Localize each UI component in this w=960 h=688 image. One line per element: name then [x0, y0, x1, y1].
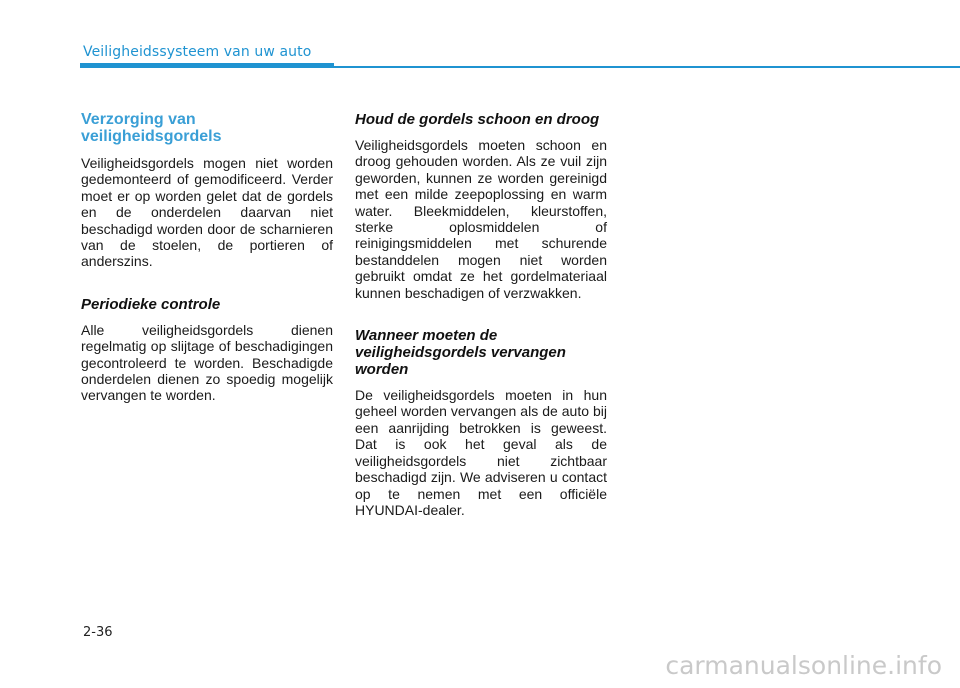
clean-dry-paragraph: Veiligheidsgordels moeten schoon en droog gehouden worden. Als ze vuil zijn geworden, kunnen ze worden gereinigd met een milde zeepoplossing en warm water. Bleekmiddelen, kleurstoffen, sterke oplosmiddelen of reinigingsmiddelen met schurende bestanddelen mogen niet worden gebruikt omdat ze het gordelmateriaal kunnen beschadigen of verzwakken. — [355, 137, 607, 301]
header-rule-thick — [80, 63, 334, 68]
watermark-text: carmanualsonline.info — [665, 651, 942, 680]
replace-heading: Wanneer moeten de veiligheidsgordels vervangen worden — [355, 327, 566, 379]
left-column — [81, 111, 333, 404]
right-column — [355, 111, 607, 518]
header-rule-thin — [334, 66, 960, 68]
replace-paragraph: De veiligheidsgordels moeten in hun geheel worden vervangen als de auto bij een aanrijding betrokken is geweest. Dat is ook het geval als de veiligheidsgordels niet zichtbaar beschadigd zijn. We adviseren u contact op te nemen met een officiële HYUNDAI-dealer. — [355, 387, 607, 518]
care-paragraph: Veiligheidsgordels mogen niet worden gedemonteerd of gemodificeerd. Verder moet er op worden gelet dat de gordels en de onderdelen daarvan niet beschadigd worden door de scharnieren van de stoelen, de portieren of anderszins. — [81, 155, 333, 270]
care-heading: Verzorging van veiligheidsgordels — [81, 111, 222, 145]
page-number: 2-36 — [83, 625, 113, 640]
clean-dry-heading: Houd de gordels schoon en droog — [355, 111, 600, 128]
section-header-title: Veiligheidssysteem van uw auto — [83, 44, 312, 60]
periodic-check-heading: Periodieke controle — [81, 295, 221, 313]
periodic-check-paragraph: Alle veiligheidsgordels dienen regelmatig op slijtage of beschadigingen gecontroleerd te worden. Beschadigde onderdelen dienen zo spoedig mogelijk vervangen te worden. — [81, 321, 333, 404]
